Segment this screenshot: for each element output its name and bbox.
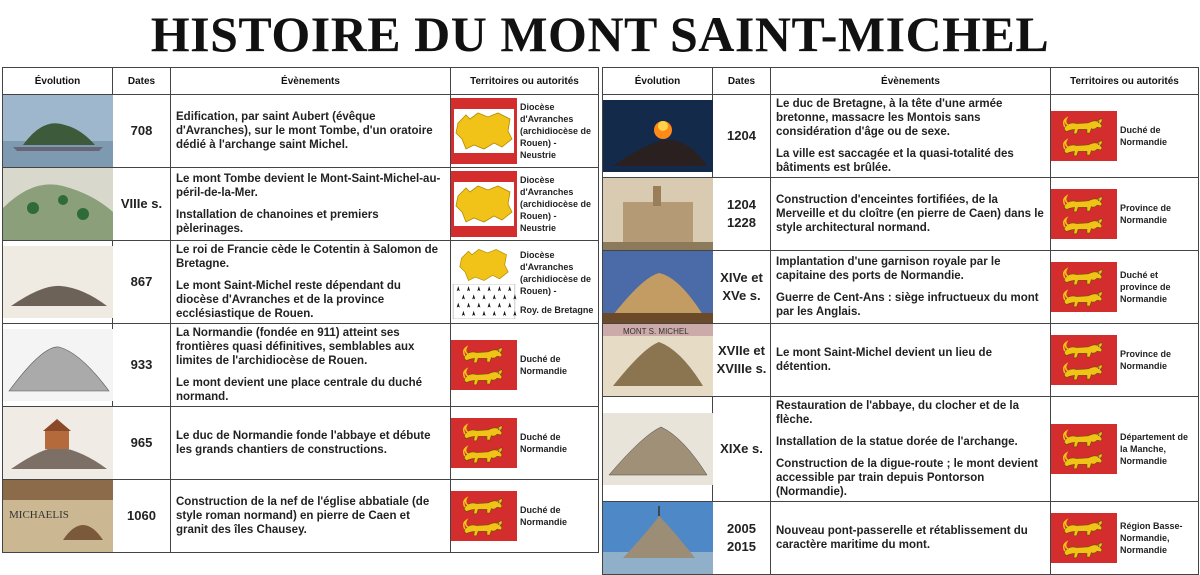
timeline-row: [3, 324, 599, 407]
leopard-icon: [455, 343, 513, 365]
date-cell: XVIIe et XVIIIe s.: [713, 324, 771, 397]
history-illustration: [3, 95, 113, 167]
territory-label: Neustrie: [520, 223, 557, 233]
leopard-icon: [1055, 114, 1113, 136]
normandy-flag-icon: [1051, 189, 1117, 239]
evolution-image-cell: [603, 324, 713, 397]
event-text: Le mont Tombe devient le Mont-Saint-Michel-au-péril-de-la-Mer.: [176, 173, 441, 199]
territory-label: Duché et province de Normandie: [1120, 270, 1171, 304]
leopard-icon: [1055, 538, 1113, 560]
history-illustration: [603, 502, 713, 574]
events-cell: [771, 95, 1051, 178]
evolution-image-cell: [3, 324, 113, 407]
event-text: Restauration de l'abbaye, du clocher et de la flèche.: [776, 400, 1020, 426]
events-cell: [771, 251, 1051, 324]
event-text: Le duc de Normandie fonde l'abbaye et débute les grands chantiers de constructions.: [176, 430, 431, 456]
neustria-flag-icon: [451, 171, 517, 237]
date-cell: VIIIe s.: [113, 168, 171, 241]
territory-cell: [1051, 178, 1199, 251]
territory-label: Diocèse d'Avranches (archidiocèse de Rouen) -: [520, 175, 592, 221]
event-text: La Normandie (fondée en 911) atteint ses frontières quasi définitives, semblables aux limites de l'archidiocèse de Rouen.: [176, 327, 415, 367]
leopard-icon: [1055, 136, 1113, 158]
history-illustration: [3, 329, 113, 401]
evolution-image-cell: [3, 241, 113, 324]
event-text: Construction de la nef de l'église abbatiale (de style roman normand) en pierre de Caen et granit des îles Chausey.: [176, 496, 430, 536]
events-cell: [171, 480, 451, 553]
header-territoires: Territoires ou autorités: [451, 68, 599, 95]
date-cell: 1204 1228: [713, 178, 771, 251]
territory-label: Duché de Normandie: [520, 505, 568, 527]
leopard-icon: [455, 365, 513, 387]
date-cell: 2005 2015: [713, 502, 771, 575]
history-illustration: [3, 480, 113, 552]
events-cell: [171, 168, 451, 241]
header-evolution: Évolution: [603, 68, 713, 95]
history-illustration: [603, 324, 713, 396]
event-text: Le roi de Francie cède le Cotentin à Salomon de Bretagne.: [176, 244, 439, 270]
leopard-icon: [1055, 360, 1113, 382]
header-evenements: Évènements: [771, 68, 1051, 95]
normandy-flag-icon: [451, 418, 517, 468]
date-cell: 867: [113, 241, 171, 324]
history-illustration: [603, 251, 713, 323]
timeline-row: [3, 480, 599, 553]
neustria-map-icon: [451, 246, 517, 284]
evolution-image-cell: [3, 480, 113, 553]
svg-text:MONT S. MICHEL: MONT S. MICHEL: [623, 327, 689, 336]
evolution-image-cell: [3, 95, 113, 168]
event-text: Le mont devient une place centrale du duché normand.: [176, 377, 423, 403]
date-cell: 708: [113, 95, 171, 168]
timeline-row: [603, 251, 1199, 324]
history-illustration: [3, 407, 113, 479]
event-text: Guerre de Cent-Ans : siège infructueux du mont par les Anglais.: [776, 292, 1039, 318]
neustria-flag-icon: [451, 98, 517, 164]
leopard-icon: [455, 421, 513, 443]
evolution-image-cell: [603, 95, 713, 178]
territory-cell: [1051, 95, 1199, 178]
timeline-row: [603, 95, 1199, 178]
neustria-map-icon: [454, 107, 514, 155]
events-cell: [171, 241, 451, 324]
leopard-icon: [1055, 287, 1113, 309]
leopard-icon: [1055, 338, 1113, 360]
territory-label: Diocèse d'Avranches (archidiocèse de Rouen) -: [520, 249, 592, 296]
date-cell: 1060: [113, 480, 171, 553]
normandy-flag-icon: [1051, 424, 1117, 474]
event-text: Installation de la statue dorée de l'archange.: [776, 436, 1018, 448]
page-title: HISTOIRE DU MONT SAINT-MICHEL: [150, 6, 1050, 62]
leopard-icon: [1055, 214, 1113, 236]
territory-label: Région Basse-Normandie, Normandie: [1120, 521, 1183, 555]
evolution-image-cell: [603, 502, 713, 575]
leopard-icon: [1055, 427, 1113, 449]
territory-label: Duché de Normandie: [520, 432, 568, 454]
territory-cell: [451, 324, 599, 407]
normandy-flag-icon: [451, 491, 517, 541]
event-text: Construction d'enceintes fortifiées, de la Merveille et du cloître (en pierre de Caen) dans le style architectural normand.: [776, 194, 1044, 234]
timeline-row: [3, 95, 599, 168]
brittany-ermine-icon: [451, 284, 517, 319]
timeline-row: [603, 397, 1199, 502]
header-territoires: Territoires ou autorités: [1051, 68, 1199, 95]
evolution-image-cell: [3, 407, 113, 480]
leopard-icon: [455, 443, 513, 465]
leopard-icon: [1055, 516, 1113, 538]
neustria-brittany-flag-icon: [451, 246, 517, 319]
normandy-flag-icon: [1051, 262, 1117, 312]
territory-label: Province de Normandie: [1120, 349, 1172, 371]
header-evolution: Évolution: [3, 68, 113, 95]
territory-cell: [451, 480, 599, 553]
event-text: Le mont Saint-Michel devient un lieu de détention.: [776, 347, 992, 373]
events-cell: [771, 324, 1051, 397]
evolution-image-cell: [603, 178, 713, 251]
date-cell: 933: [113, 324, 171, 407]
territory-cell: [1051, 251, 1199, 324]
event-text: La ville est saccagée et la quasi-totalité des bâtiments est brûlée.: [776, 148, 1014, 174]
timeline-table-right: [602, 67, 1199, 575]
history-illustration: [603, 100, 713, 172]
event-text: Le duc de Bretagne, à la tête d'une armée bretonne, massacre les Montois sans considération d'âge ou de sexe.: [776, 98, 1003, 138]
territory-cell: [451, 241, 599, 324]
timeline-row: [603, 178, 1199, 251]
history-illustration: [3, 246, 113, 318]
timeline-row: [3, 241, 599, 324]
timeline-table-left: [2, 67, 599, 553]
territory-label: Roy. de Bretagne: [520, 304, 594, 315]
leopard-icon: [455, 516, 513, 538]
date-cell: 965: [113, 407, 171, 480]
neustria-map-icon: [454, 180, 514, 228]
leopard-icon: [1055, 265, 1113, 287]
leopard-icon: [1055, 192, 1113, 214]
event-text: Implantation d'une garnison royale par le capitaine des ports de Normandie.: [776, 256, 1001, 282]
territory-cell: [451, 168, 599, 241]
event-text: Edification, par saint Aubert (évêque d'Avranches), sur le mont Tombe, d'un oratoire dédié à l'archange saint Michel.: [176, 111, 433, 151]
history-illustration: [603, 178, 713, 250]
svg-text:MICHAELIS: MICHAELIS: [9, 509, 69, 521]
territory-cell: [1051, 324, 1199, 397]
timeline-row: [3, 407, 599, 480]
timeline-row: [603, 324, 1199, 397]
events-cell: [771, 502, 1051, 575]
territory-cell: [1051, 502, 1199, 575]
normandy-flag-icon: [1051, 513, 1117, 563]
events-cell: [771, 397, 1051, 502]
leopard-icon: [455, 494, 513, 516]
header-evenements: Évènements: [171, 68, 451, 95]
date-cell: XIXe s.: [713, 397, 771, 502]
header-dates: Dates: [113, 68, 171, 95]
territory-cell: [451, 95, 599, 168]
event-text: Nouveau pont-passerelle et rétablissement du caractère maritime du mont.: [776, 525, 1028, 551]
territory-label: Province de Normandie: [1120, 203, 1172, 225]
timeline-row: [603, 502, 1199, 575]
event-text: Construction de la digue-route ; le mont devient accessible par train depuis Pontorson (Normandie).: [776, 458, 1038, 498]
territory-label: Duché de Normandie: [520, 354, 568, 376]
territory-label: Département de la Manche, Normandie: [1120, 432, 1189, 466]
date-cell: 1204: [713, 95, 771, 178]
timeline-row: [3, 168, 599, 241]
events-cell: [771, 178, 1051, 251]
territory-label: Duché de Normandie: [1120, 125, 1168, 147]
normandy-flag-icon: [451, 340, 517, 390]
event-text: Installation de chanoines et premiers pèlerinages.: [176, 209, 379, 235]
events-cell: [171, 324, 451, 407]
leopard-icon: [1055, 449, 1113, 471]
normandy-flag-icon: [1051, 111, 1117, 161]
evolution-image-cell: [603, 251, 713, 324]
history-illustration: [3, 168, 113, 240]
territory-cell: [1051, 397, 1199, 502]
events-cell: [171, 407, 451, 480]
header-dates: Dates: [713, 68, 771, 95]
territory-cell: [451, 407, 599, 480]
territory-label: Neustrie: [520, 150, 557, 160]
events-cell: [171, 95, 451, 168]
date-cell: XIVe et XVe s.: [713, 251, 771, 324]
history-illustration: [603, 413, 713, 485]
evolution-image-cell: [603, 397, 713, 502]
territory-label: Diocèse d'Avranches (archidiocèse de Rouen) -: [520, 102, 592, 148]
evolution-image-cell: [3, 168, 113, 241]
event-text: Le mont Saint-Michel reste dépendant du diocèse d'Avranches et de la province ecclésiastique de Rouen.: [176, 280, 401, 320]
normandy-flag-icon: [1051, 335, 1117, 385]
